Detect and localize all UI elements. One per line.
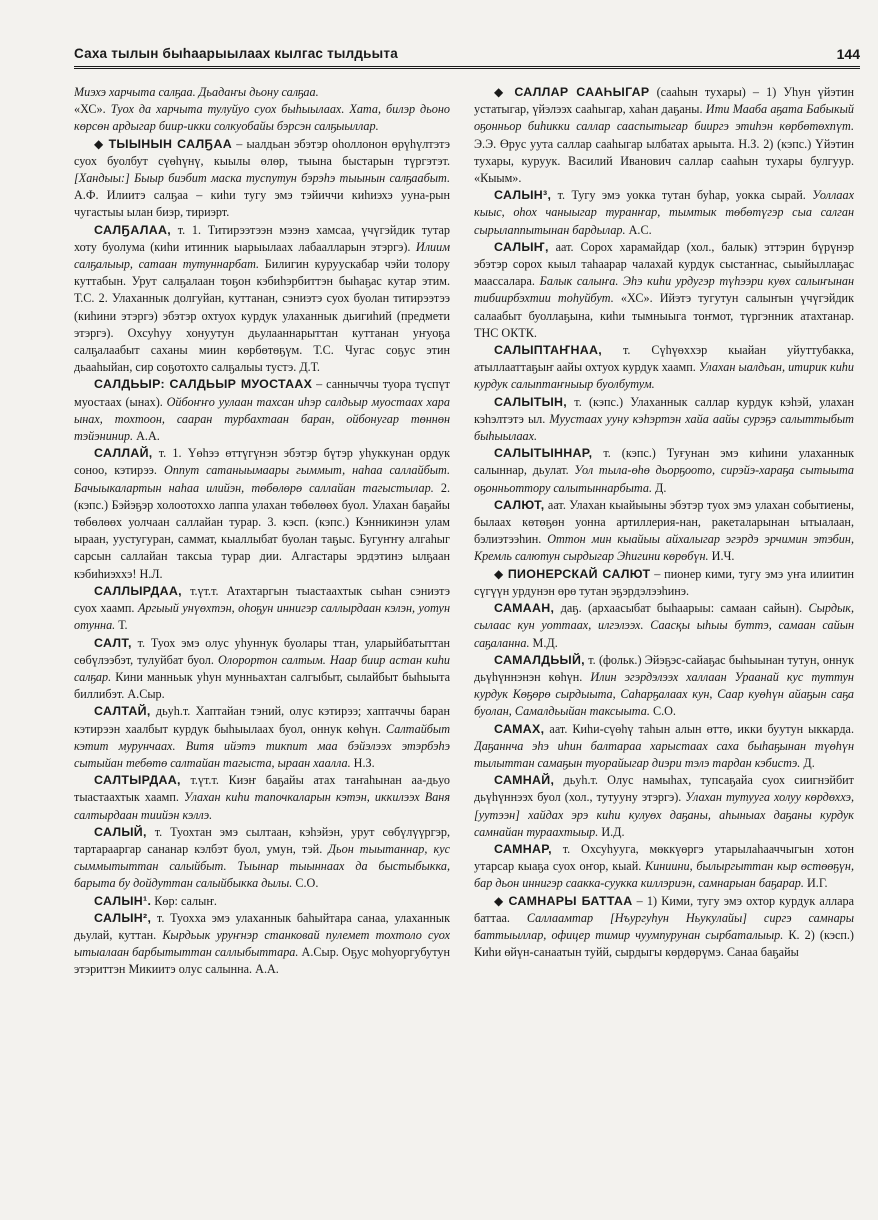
dictionary-entry: [474, 84, 854, 187]
entry-continuation: И.Г.: [806, 876, 828, 891]
headword: САЛЫҤ,: [494, 239, 549, 254]
example-quote: Оппут сатаныымаары гыммыт, наһаа саллайбыт. Бачыыкалартын наһаа илийэн, төбөлөрө саллайан тагыстылар.: [74, 463, 450, 495]
dictionary-entry: [74, 376, 450, 445]
entry-continuation: С.О.: [652, 704, 676, 719]
definition: т. (кэпс.) Туғунан эмэ киһини улаханнык салыннар, дьулат.: [474, 446, 854, 478]
dictionary-entry: [474, 445, 854, 497]
headword: САЛЫЙ,: [94, 824, 147, 839]
headword: САЛҔАЛАА,: [94, 222, 171, 237]
left-column: [74, 84, 450, 1204]
example-quote: Олорортон салтым. Наар биир астан киһи салҕар.: [74, 652, 450, 684]
example-quote: [Хандыы:] Быыр биэбит маска туспутун бэрэһэ тыынын салҕаабыт.: [74, 171, 450, 186]
entry-continuation: А.С.: [628, 222, 652, 237]
dictionary-title: Саха тылын быһаарыылаах кылгас тылдьыта: [74, 46, 398, 61]
entry-continuation: Кини манньык уһун мунньахтан салгыбыт, сылайбыт быһыыта биллибэт. А.Сыр.: [74, 669, 450, 702]
right-column: [474, 84, 854, 1204]
headword: САЛЮТ,: [494, 497, 545, 512]
dictionary-entry: [74, 910, 450, 979]
dictionary-entry: [474, 772, 854, 841]
headword: САЛЫТЫН,: [494, 394, 568, 409]
example-quote: Балык салыҥа. Эһэ киһи урдугэр түһээри куөх салыҥынан тибиирбэхтии тоһуйбут.: [474, 274, 854, 306]
definition: т. Туохха эмэ улаханнык баһыйтара санаа, улаханнык дьулай, куттан.: [74, 910, 450, 942]
headword: ПИОНЕРСКАЙ САЛЮТ: [507, 566, 651, 581]
example-quote: Туох да харчыта тулуйуо суох быһыылаах. Хата, билэр дьоно көрсөн ардыгар биир-икки солкуобайы бэрсэн салҕыыллар.: [74, 102, 450, 134]
example-quote: Салтайбыт кэтит мурунчаах. Витя ийэтэ тикпит маа бэйэлээх этэрбэһэ сытыйан тебөтө салтайан тагыста, ыраан хаалла.: [74, 721, 450, 770]
example-quote: Уол тыла-өһө дьорҕоото, сирэйэ-хараҕа сытыыта оҕонньоттору салытыннарбыта.: [474, 463, 854, 495]
definition: т.үт.т. Атахтаргын тыастаахтык сыһан сэниэтэ суох хаамп.: [74, 583, 450, 616]
headword: САМАХ,: [494, 721, 545, 736]
definition: аат. Сорох харамайдар (хол., балык) эттэрин бүрүнэр эбэтэр сорох кыыл таһаарар чалахай курдук сыстаҥнас, сыыйыллаҕас маассалара.: [474, 239, 854, 289]
dictionary-entry: [474, 600, 854, 652]
example-quote: Муустаах ууну кэһэртэн хайа аайы сурэҕэ салыттыбыт быһыылаах.: [474, 411, 854, 444]
entry-continuation: 2. (кэпс.) Бэйэҕэр холоотоххо лаппа улахан төбөлөөх буол. Улахан баҕайы төбөлөөх уолчаан саллайан турар. 3. кэсп. (кэпс.) Кэнникинэн улам ыраан, уустугуран, саммат, кыаллыбат буолан таҕыс. Бугуҥҥу алгаһыг сарсын саллайан таксыа турар дии. Алгастары эрдэтинэ ылҕаан кэбиһиэххэ! Н.Л.: [74, 480, 450, 581]
example-quote: Даҕаннча эһэ иһин балтараа харыстаах саха быһаҕынан түөһүн тылыттан самаҕын туорайыгар диэри тэлэ тардан кэбистэ.: [474, 738, 854, 770]
headword: САМНАРЫ БАТТАА: [508, 893, 633, 908]
dictionary-entry: [474, 893, 854, 962]
page-number: 144: [836, 46, 860, 62]
dictionary-entry: [74, 136, 450, 222]
dictionary-entry: [474, 566, 854, 600]
headword: САЛТ,: [94, 635, 132, 650]
dictionary-entry: [74, 703, 450, 772]
headword: САМНАЙ,: [494, 773, 555, 788]
entry-continuation: Д.: [803, 755, 815, 770]
headword: САМААН,: [494, 601, 555, 616]
entry-continuation: «ХС». Ийэтэ тугутун салыҥын үчүгэйдик салаабыт буоллаҕына, киһи тымныыга тоҥмот, түргэнник атахтанар. ТНС ОКТК.: [474, 291, 854, 340]
definition: т. Охсуһууга, мөккүөргэ утарылаһааччыгын хотон утарсар кыаҕа суох оҥор, кыай.: [474, 841, 854, 874]
definition: т. (кэпс.) Улаханнык саллар курдук кэһэй, улахан кэһэлтэтэ ыл.: [474, 394, 854, 426]
example-quote: Оттон мин кыайыы айхалыгар эгэрдэ эрчимин этэбин, Кремль салютун сырдыгар Эһигини көрөбүн.: [474, 532, 854, 564]
dictionary-entry: [74, 635, 450, 704]
headword: САЛТАЙ,: [94, 704, 151, 719]
headword: САЛТЫРДАА,: [94, 773, 181, 788]
definition: Көр: салыҥ.: [154, 893, 217, 908]
example-quote: Киниини, былыргыттан кыр өстөөҕүн, бар дьон иннигэр саакка-суукка киллэриэн, самнарыан баҕарар.: [474, 859, 854, 891]
entry-continuation: А.Сыр. Оҕус моһуоргубутун этэриттэн Микиитэ олус салынна. А.А.: [74, 945, 450, 977]
example-quote: Улахан ыалдьан, итирик киһи курдук салыптаҥныыр буолбутум.: [474, 360, 854, 392]
definition: (сааһын тухары) – 1) Уһун үйэтин устатыгар, үйэлээх сааһыгар, хаһан даҕаны.: [474, 85, 854, 117]
definition: аат. Улахан кыайыыны эбэтэр туох эмэ улахан событиены, былаах көтөҕөн уонна артиллерия-нан, ракеталарынан ытыалаан, бэлиэтээһин.: [474, 497, 854, 547]
entry-continuation: Н.З.: [353, 755, 375, 770]
entry-continuation: И.Д.: [601, 824, 625, 839]
example-quote: Кырдьык уруҥнэр станковай пулемет тохтоло суох ытыалаан барбытыттан саллыбыттара.: [74, 927, 450, 960]
dictionary-entry: [474, 652, 854, 721]
entry-continuation: С.О.: [295, 876, 319, 891]
example-quote: Дьон тыытаннар, кус сыммытыттан салыйбыт. Тыынар тыыннаах да быстыбыкка, барыта бу дойдуттан салыйбыкка дылы.: [74, 841, 450, 891]
entry-continuation: К. 2) (кэсп.) Киһи өйүн-санаатын туйй, сырдыгы көрдөрүмэ. Санаа баҕайы: [474, 927, 854, 960]
headword: САЛДЬЫР: САЛДЬЫР МУОСТААХ: [94, 377, 313, 392]
dictionary-entry: [474, 239, 854, 342]
dictionary-entry: [474, 721, 854, 773]
definition: т. Туох эмэ олус уһуннук буолары ттан, уларыйбатыттан сөбүлээбэт, тулуйбат буол.: [74, 635, 450, 667]
example-quote: Аргыый унүөхтэн, оһоҕун иннигэр саллырдаан кэлэн, уотун отунна.: [74, 601, 450, 633]
definition: т. Сүһүөххэр кыайан уйуттубакка, атыллааттаҕыҥ аайы охтуох курдук хаамп.: [474, 343, 854, 375]
definition: – ыалдьан эбэтэр оһоллонон өрүһүлтэтэ суох буолбут сүөһүнү, кыылы өлөр, тыына быстарын түргэтэт.: [74, 136, 450, 168]
entry-continuation: М.Д.: [532, 635, 558, 650]
dictionary-entry: [74, 101, 450, 135]
headword: ТЫЫНЫН САЛҔАА: [108, 136, 232, 151]
dictionary-entry: [74, 84, 450, 101]
entry-continuation: Д.: [655, 480, 667, 495]
definition: т. 1. Үөһээ өттүгүнэн эбэтэр бүтэр уһуккунан ордук соноо, кэтирээ.: [74, 446, 450, 478]
headword: САЛЛЫРДАА,: [94, 583, 182, 598]
dictionary-entry: [74, 445, 450, 583]
running-header: [74, 44, 860, 69]
definition: – 1) Кими, тугу эмэ охтор курдук аллара баттаа.: [474, 893, 854, 925]
dictionary-entry: [474, 497, 854, 566]
dictionary-entry: [74, 893, 450, 910]
entry-continuation: И.Ч.: [711, 549, 735, 564]
headword: САЛЫТЫННАР,: [494, 446, 593, 461]
headword: САЛЛАР СААҺЫГАР: [514, 85, 650, 99]
example-quote: Ити Мааба аҕата Бабыкый оҕонньор биһикки саллар сааспытыгар бииргэ этиһэн көрбөтөхпүт.: [474, 102, 854, 134]
definition: т. 1. Титирээтээн мээнэ хамсаа, үчүгэйдик тутар хоту буолума (киһи итинник ыарыылаах лабаалларын этэргэ).: [74, 222, 450, 254]
headword: САЛЛАЙ,: [94, 446, 153, 461]
headword: САМАЛДЬЫЙ,: [494, 652, 585, 667]
example-quote: Сырдык, сылаас кун уоттаах, илгэлээх. Саасқы ыһыы буттэ, самаан сайын саҕаланна.: [474, 601, 854, 650]
definition: т. Тугу эмэ уокка тутан буһар, уокка сырай.: [557, 188, 806, 203]
definition: т.үт.т. Киэҥ баҕайы атах таҥаһынан аа-дьуо тыастаахтык хаамп.: [74, 773, 450, 805]
dictionary-entry: [74, 583, 450, 635]
entry-continuation: А.А.: [136, 429, 160, 444]
dictionary-entry: [74, 824, 450, 893]
headword: САЛЫН¹.: [94, 893, 152, 908]
definition: дьуһ.т. Олус намыһах, тупсаҕайа суох сиигнэйбит дьүһүннээх буол (хол., тутууну этэргэ).: [474, 773, 854, 805]
dictionary-entry: [474, 841, 854, 893]
example-quote: Саллаамтар [Нъургуһун Ньукулайы] сиргэ самнары баттыыллар, офицер тимир чуумпурунан сырбаталыыр.: [474, 910, 854, 942]
example-quote: Илин эгэрдэлээх халлаан Ураанай кус туттун курдук Көҕөрө сырдыыта, Саһарҕалаах кун, Саар куөһүн айаҕын саҕа буолан, Самалдьыйан таксыыта.: [474, 669, 854, 719]
example-quote: Улахан киһи тапочкаларын кэтэн, иккилээх Ваня салтырдаан тиийэн кэллэ.: [74, 790, 450, 822]
definition: т. (фольк.) Эйэҕэс-сайаҕас быһыынан тутун, оннук дьүһүннэнэн көһүн.: [474, 652, 854, 684]
headword: САЛЫПТАҤНАА,: [494, 343, 602, 358]
definition: – пионер кими, тугу эмэ уҥа илиитин сүгүүн урдунэн өрө тутан эҕэрдэлээһинэ.: [474, 566, 854, 598]
entry-continuation: Т.: [118, 618, 128, 633]
definition: – санныччы туора түспүт муостаах (ынах).: [74, 377, 450, 409]
definition: даҕ. (архаасыбат быһаарыы: самаан сайын).: [560, 601, 803, 616]
dictionary-entry: [474, 187, 854, 239]
example-quote: Улахан тутууга холуу көрдөххэ, [уутээн] хайдах эрэ киһи кулуөх даҕаны, аһыныах даҕаны курдук самнайан тураахтыыр.: [474, 790, 854, 839]
definition: дьуһ.т. Хаптайан тэний, олус кэтирээ; хаптаччы баран кэтирээн хаалбыт курдук быһыылаах буол, оннук көһүн.: [74, 704, 450, 736]
example-quote: Уоллаах кыыс, оһох чаныыгар туранҥар, тымтык төбөтүгэр сыа салган сырылаппытынан бардылар.: [474, 188, 854, 237]
example-quote: Ойбоҥҥо уулаан тахсан иһэр салдьыр муостаах хара ынах, тохтоон, сааран турбахтаан баран, ойбонугар төннөн тэйэнинир.: [74, 394, 450, 444]
headword: САЛЫН³,: [494, 188, 552, 203]
dictionary-entry: [74, 772, 450, 824]
headword: САМНАР,: [494, 841, 552, 856]
entry-continuation: Э.Э. Өрус уута саллар сааһыгар ылбатах арыыта. Н.З. 2) (кэпс.) Үйэтин тухары, куруук. Василий Иванович саллар сааһын тухары булгуур. «Кыым».: [474, 136, 854, 186]
definition: т. Туохтан эмэ сылтаан, кэһэйэн, урут сөбүлүүргэр, тартарааргар сананар кэлбэт буол, умун, тэй.: [74, 824, 450, 856]
headword: САЛЫН²,: [94, 910, 152, 925]
entry-continuation: Билигин куруускабар чэйи толору куттабын. Урут салҕалаан тоҕон кэбиһэрбиттэн быһаҕас кутар этим. Т.С. 2. Улаханнык долгуйан, куттанан, сэниэтэ суох буолан титирээтээ (киһини этэргэ) эбэтэр охтуох курдук улаханнык дьигиһий (предмети этэргэ). Охсуһуу хонуутун дьулааннарыттан куттанан уҥуоҕа салҕалаабыт саханы миин көрбөтөҕүм. Т.С. Чугас соҕус этин дьааһыйан, сир соҕотохто салҕалыы тустэ. Д.Т.: [74, 257, 450, 375]
entry-continuation: А.Ф. Илиитэ салҕаа – киһи тугу эмэ тэйиччи киһиэхэ ууна-рын чугастыы ылан биэр, тириэрт.: [74, 188, 450, 220]
example-quote: Илиим салҕалыыр, сатаан тутуннарбат.: [74, 239, 450, 272]
definition: «ХС».: [74, 102, 106, 117]
example-quote: Миэхэ харчыта салҕаа. Дьадаҥы дьону салҕаа.: [74, 85, 319, 99]
definition: аат. Киһи-сүөһү таһын алын өттө, икки буутун ыккарда.: [549, 721, 854, 736]
dictionary-entry: [474, 394, 854, 446]
dictionary-entry: [74, 222, 450, 377]
dictionary-entry: [474, 342, 854, 394]
